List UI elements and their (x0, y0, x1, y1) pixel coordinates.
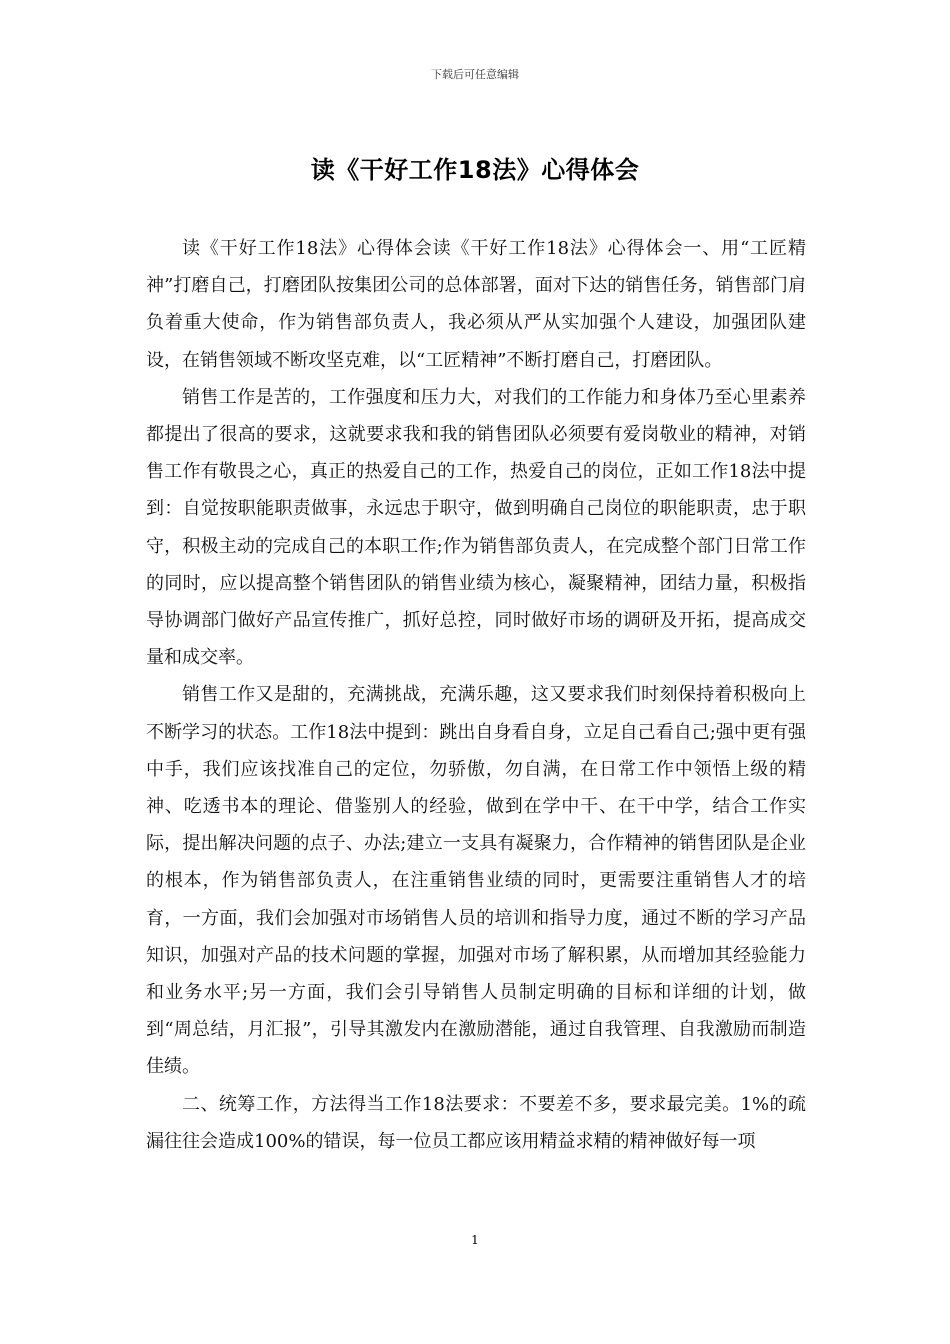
paragraph-4: 二、统筹工作，方法得当工作18法要求：不要差不多，要求最完美。1%的疏漏往往会造成100%的错误，每一位员工都应该用精益求精的精神做好每一项 (146, 1093, 806, 1152)
paragraph-3: 销售工作又是甜的，充满挑战，充满乐趣，这又要求我们时刻保持着积极向上不断学习的状态。工作18法中提到：跳出自身看自身，立足自己看自己;强中更有强中手，我们应该找准自己的定位，勿骄傲，勿自满，在日常工作中领悟上级的精神、吃透书本的理论、借鉴别人的经验，做到在学中干、在干中学，结合工作实际，提出解决问题的点子、办法;建立一支具有凝聚力，合作精神的销售团队是企业的根本，作为销售部负责人，在注重销售业绩的同时，更需要注重销售人才的培育，一方面，我们会加强对市场销售人员的培训和指导力度，通过不断的学习产品知识，加强对产品的技术问题的掌握，加强对市场了解积累，从而增加其经验能力和业务水平;另一方面，我们会引导销售人员制定明确的目标和详细的计划，做到“周总结，月汇报”，引导其激发内在激励潜能，通过自我管理、自我激励而制造佳绩。 (146, 684, 806, 1078)
header-note: 下载后可任意编辑 (431, 68, 519, 81)
paragraph-2: 销售工作是苦的，工作强度和压力大，对我们的工作能力和身体乃至心里素养都提出了很高的要求，这就要求我和我的销售团队必须要有爱岗敬业的精神，对销售工作有敬畏之心，真正的热爱自己的工作，热爱自己的岗位，正如工作18法中提到：自觉按职能职责做事，永远忠于职守，做到明确自己岗位的职能职责，忠于职守，积极主动的完成自己的本职工作;作为销售部负责人，在完成整个部门日常工作的同时，应以提高整个销售团队的销售业绩为核心，凝聚精神，团结力量，积极指导协调部门做好产品宣传推广，抓好总控，同时做好市场的调研及开拓，提高成交量和成交率。 (146, 386, 806, 669)
page-number: 1 (471, 1233, 479, 1247)
document-body (146, 230, 806, 1160)
document-title: 读《干好工作18法》心得体会 (310, 156, 640, 184)
paragraph-1: 读《干好工作18法》心得体会读《干好工作18法》心得体会一、用“工匠精神”打磨自己，打磨团队按集团公司的总体部署，面对下达的销售任务，销售部门肩负着重大使命，作为销售部负责人，我必须从严从实加强个人建设，加强团队建设，在销售领域不断攻坚克难，以“工匠精神”不断打磨自己，打磨团队。 (146, 238, 806, 371)
